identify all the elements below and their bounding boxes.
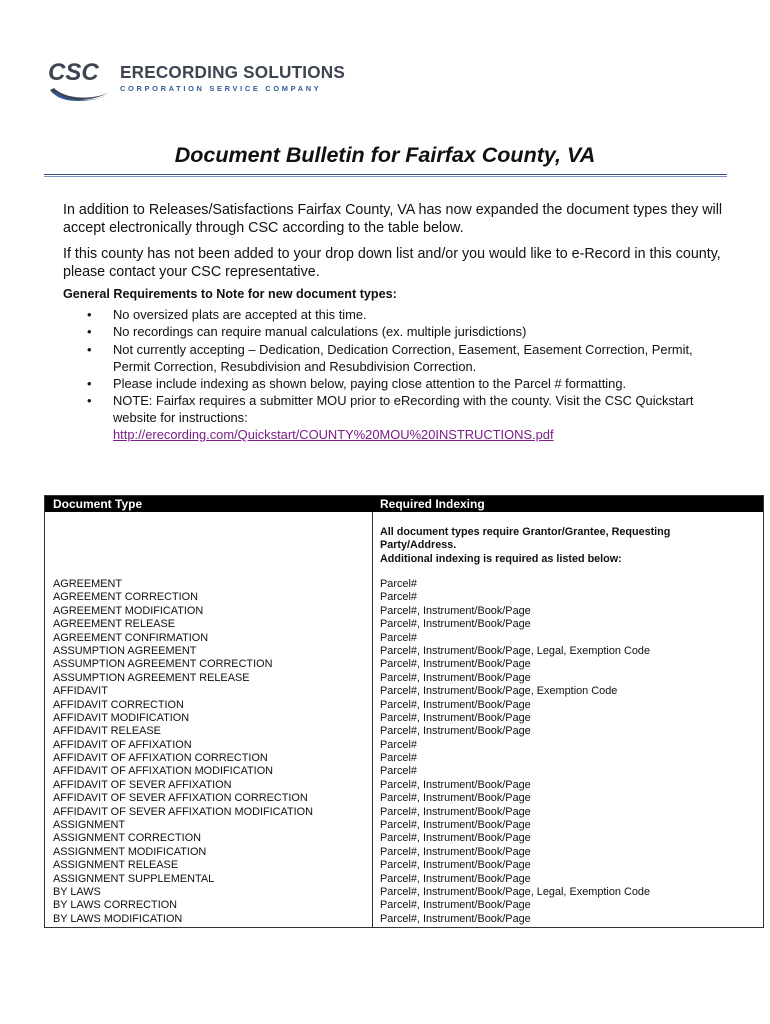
table-row <box>45 658 763 671</box>
table-row <box>45 846 763 859</box>
header-required-indexing: Required Indexing <box>380 497 485 511</box>
table-row <box>45 685 763 698</box>
document-type-cell: ASSUMPTION AGREEMENT CORRECTION <box>53 658 273 671</box>
table-row <box>45 632 763 645</box>
requirements-heading: General Requirements to Note for new document types: <box>63 287 397 301</box>
required-indexing-cell: Parcel#, Instrument/Book/Page <box>380 725 531 738</box>
intro-paragraph-1: In addition to Releases/Satisfactions Fairfax County, VA has now expanded the document types they will accept electronically through CSC according to the table below. <box>63 202 723 236</box>
mou-instructions-link[interactable]: http://erecording.com/Quickstart/COUNTY%20MOU%20INSTRUCTIONS.pdf <box>113 426 554 442</box>
required-indexing-cell: Parcel#, Instrument/Book/Page <box>380 604 531 617</box>
title-divider <box>44 174 727 177</box>
bullet-icon: • <box>87 393 92 409</box>
table-row <box>45 832 763 845</box>
indexing-note-line: Additional indexing is required as listed below: <box>380 552 622 565</box>
document-type-cell: BY LAWS <box>53 885 101 898</box>
required-indexing-cell: Parcel#, Instrument/Book/Page <box>380 832 531 845</box>
required-indexing-cell: Parcel#, Instrument/Book/Page <box>380 899 531 912</box>
required-indexing-cell: Parcel# <box>380 765 417 778</box>
table-row <box>45 752 763 765</box>
indexing-note <box>380 526 720 566</box>
document-type-cell: BY LAWS CORRECTION <box>53 899 178 912</box>
page-title: Document Bulletin for Fairfax County, VA <box>174 143 596 167</box>
required-indexing-cell: Parcel#, Instrument/Book/Page <box>380 805 531 818</box>
bullet-icon: • <box>87 324 92 340</box>
indexing-note-line: All document types require Grantor/Grantee, Requesting Party/Address. <box>380 526 671 552</box>
table-row <box>45 591 763 604</box>
document-type-cell: AFFIDAVIT OF SEVER AFFIXATION CORRECTION <box>53 792 308 805</box>
document-type-cell: ASSIGNMENT MODIFICATION <box>53 845 207 858</box>
document-type-cell: AGREEMENT CONFIRMATION <box>53 631 209 644</box>
table-row <box>45 792 763 805</box>
csc-logo-mark-text: CSC <box>48 59 99 86</box>
requirements-list <box>63 307 703 444</box>
table-row <box>45 779 763 792</box>
table-row <box>45 699 763 712</box>
required-indexing-cell: Parcel#, Instrument/Book/Page <box>380 845 531 858</box>
document-type-cell: ASSIGNMENT SUPPLEMENTAL <box>53 872 215 885</box>
required-indexing-cell: Parcel#, Instrument/Book/Page <box>380 658 531 671</box>
requirement-item: • Not currently accepting – Dedication, Dedication Correction, Easement, Easement Correction, Permit, Permit Correction, Resubdivision and Resubdivision Correction. <box>87 341 693 374</box>
table-row <box>45 806 763 819</box>
document-type-cell: ASSIGNMENT CORRECTION <box>53 832 202 845</box>
table-row <box>45 913 763 926</box>
required-indexing-cell: Parcel#, Instrument/Book/Page, Legal, Exemption Code <box>380 644 651 657</box>
table-row <box>45 605 763 618</box>
document-type-cell: AFFIDAVIT RELEASE <box>53 725 161 738</box>
required-indexing-cell: Parcel#, Instrument/Book/Page <box>380 792 531 805</box>
required-indexing-cell: Parcel#, Instrument/Book/Page <box>380 711 531 724</box>
table-row <box>45 819 763 832</box>
document-type-cell: AGREEMENT CORRECTION <box>53 591 199 604</box>
document-type-cell: AFFIDAVIT OF SEVER AFFIXATION <box>53 778 232 791</box>
bullet-icon: • <box>87 307 92 322</box>
document-type-cell: AFFIDAVIT OF AFFIXATION MODIFICATION <box>53 765 274 778</box>
header-document-type: Document Type <box>53 497 143 511</box>
document-type-cell: AFFIDAVIT MODIFICATION <box>53 711 190 724</box>
table-row <box>45 739 763 752</box>
requirement-item: • Please include indexing as shown below, paying close attention to the Parcel # formatting. <box>87 375 627 391</box>
document-type-cell: BY LAWS MODIFICATION <box>53 912 183 925</box>
table-row <box>45 712 763 725</box>
required-indexing-cell: Parcel#, Instrument/Book/Page <box>380 912 531 925</box>
document-types-table <box>44 495 764 928</box>
document-type-cell: AFFIDAVIT OF AFFIXATION CORRECTION <box>53 752 268 765</box>
required-indexing-cell: Parcel# <box>380 578 417 590</box>
required-indexing-cell: Parcel# <box>380 738 417 751</box>
csc-logo <box>44 52 345 108</box>
requirement-item: • NOTE: Fairfax requires a submitter MOU prior to eRecording with the county. Visit the CSC Quickstart website for instructions: http://erecording.com/Quickstart/COUNTY%20MOU%20INSTRUCTIONS.pdf <box>87 393 694 442</box>
document-type-cell: AGREEMENT RELEASE <box>53 618 176 631</box>
document-type-cell: ASSUMPTION AGREEMENT RELEASE <box>53 671 250 684</box>
required-indexing-cell: Parcel#, Instrument/Book/Page <box>380 819 531 832</box>
logo-subtitle: CORPORATION SERVICE COMPANY <box>120 84 322 93</box>
table-row <box>45 899 763 912</box>
document-type-cell: AFFIDAVIT CORRECTION <box>53 698 184 711</box>
document-type-cell: ASSUMPTION AGREEMENT <box>53 644 197 657</box>
document-type-cell: AGREEMENT <box>53 578 122 590</box>
required-indexing-cell: Parcel#, Instrument/Book/Page <box>380 698 531 711</box>
intro-paragraph-2: If this county has not been added to your drop down list and/or you would like to e-Record in this county, please contact your CSC representative. <box>63 246 721 280</box>
table-row <box>45 645 763 658</box>
required-indexing-cell: Parcel# <box>380 752 417 765</box>
bullet-icon: • <box>87 375 92 391</box>
logo-title: ERECORDING SOLUTIONS <box>120 62 345 82</box>
document-type-cell: AFFIDAVIT <box>53 685 108 698</box>
requirement-item: • No recordings can require manual calculations (ex. multiple jurisdictions) <box>87 324 527 340</box>
table-row <box>45 859 763 872</box>
table-row <box>45 873 763 886</box>
required-indexing-cell: Parcel#, Instrument/Book/Page <box>380 618 531 631</box>
required-indexing-cell: Parcel#, Instrument/Book/Page <box>380 778 531 791</box>
document-type-cell: AFFIDAVIT OF SEVER AFFIXATION MODIFICATION <box>53 805 313 818</box>
table-row <box>45 672 763 685</box>
bullet-icon: • <box>87 341 92 357</box>
table-row <box>45 578 763 591</box>
table-row <box>45 618 763 631</box>
requirement-item: • No oversized plats are accepted at this time. <box>87 307 367 322</box>
document-type-cell: AGREEMENT MODIFICATION <box>53 604 204 617</box>
document-type-cell: ASSIGNMENT RELEASE <box>53 859 179 872</box>
table-header <box>45 496 763 512</box>
required-indexing-cell: Parcel#, Instrument/Book/Page <box>380 872 531 885</box>
required-indexing-cell: Parcel#, Instrument/Book/Page <box>380 671 531 684</box>
required-indexing-cell: Parcel#, Instrument/Book/Page, Legal, Exemption Code <box>380 885 651 898</box>
table-row <box>45 725 763 738</box>
required-indexing-cell: Parcel#, Instrument/Book/Page <box>380 859 531 872</box>
required-indexing-cell: Parcel#, Instrument/Book/Page, Exemption Code <box>380 685 618 698</box>
document-type-cell: ASSIGNMENT <box>53 819 126 832</box>
table-row <box>45 765 763 778</box>
required-indexing-cell: Parcel# <box>380 631 417 644</box>
document-type-cell: AFFIDAVIT OF AFFIXATION <box>53 738 192 751</box>
required-indexing-cell: Parcel# <box>380 591 417 604</box>
table-rows <box>45 578 763 926</box>
table-row <box>45 886 763 899</box>
csc-logo-mark <box>44 52 118 104</box>
